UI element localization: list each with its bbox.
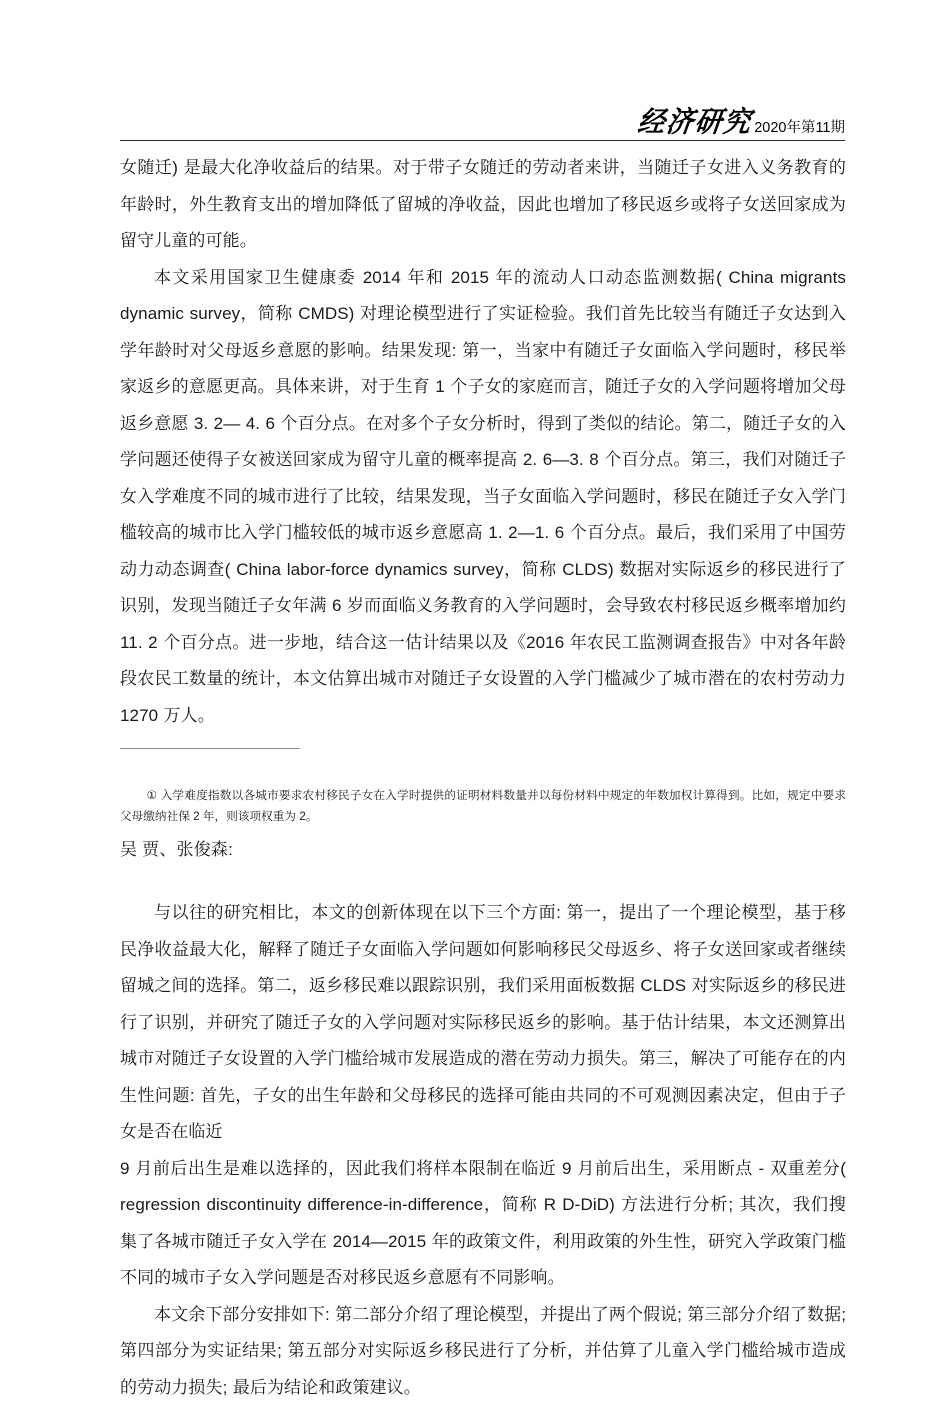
paragraph-structure: 本文余下部分安排如下: 第二部分介绍了理论模型，并提出了两个假说; 第三部分介绍了数据; 第四部分为实证结果; 第五部分对实际返乡移民进行了分析，并估算了儿童入学门槛给城市造成的劳动力损失; 最后为结论和政策建议。 <box>120 1297 846 1406</box>
paragraph-contributions-b: 9 月前后出生是难以选择的，因此我们将样本限制在临近 9 月前后出生，采用断点 - 双重差分( regression discontinuity difference-in-difference，简称 R D-DiD) 方法进行分析; 其次，我们搜集了各城市随迁子女入学在 2014—2015 年的政策文件，利用政策的外生性，研究入学政策门槛不同的城市子女入学问题是否对移民返乡意愿有不同影响。 <box>120 1151 846 1297</box>
paragraph-data-methods: 本文采用国家卫生健康委 2014 年和 2015 年的流动人口动态监测数据( China migrants dynamic survey，简称 CMDS) 对理论模型进行了实证检验。我们首先比较当有随迁子女达到入学年龄时对父母返乡意愿的影响。结果发现: 第一，当家中有随迁子女面临入学问题时，移民举家返乡的意愿更高。具体来讲，对于生育 1 个子女的家庭而言，随迁子女的入学问题将增加父母返乡意愿 3. 2— 4. 6 个百分点。在对多个子女分析时，得到了类似的结论。第二，随迁子女的入学问题还使得子女被送回家成为留守儿童的概率提高 2. 6—3. 8 个百分点。第三，我们对随迁子女入学难度不同的城市进行了比较，结果发现，当子女面临入学问题时，移民在随迁子女入学门槛较高的城市比入学门槛较低的城市返乡意愿高 1. 2—1. 6 个百分点。最后，我们采用了中国劳动力动态调查( China labor-force dynamics survey，简称 CLDS) 数据对实际返乡的移民进行了识别，发现当随迁子女年满 6 岁而面临义务教育的入学问题时，会导致农村移民返乡概率增加约 11. 2 个百分点。进一步地，结合这一估计结果以及《2016 年农民工监测调查报告》中对各年龄段农民工数量的统计，本文估算出城市对随迁子女设置的入学门槛减少了城市潜在的农村劳动力 1270 万人。 <box>120 260 846 735</box>
issue-label: 2020年第11期 <box>754 121 845 139</box>
footnote-text: ① 入学难度指数以各城市要求农村移民子女在入学时提供的证明材料数量并以每份材料中规定的年数加权计算得到。比如，规定中要求父母缴纳社保 2 年，则该项权重为 2。 <box>120 785 846 827</box>
running-head <box>120 96 845 142</box>
author-running-line: 吴 贾、张俊森: <box>120 835 846 865</box>
footnote-spacer <box>120 749 846 785</box>
journal-logo: 经济研究 <box>636 108 754 138</box>
paragraph-contributions-a: 与以往的研究相比，本文的创新体现在以下三个方面: 第一，提出了一个理论模型，基于移民净收益最大化，解释了随迁子女面临入学问题如何影响移民父母返乡、将子女送回家或者继续留城之间的选择。第二，返乡移民难以跟踪识别，我们采用面板数据 CLDS 对实际返乡的移民进行了识别，并研究了随迁子女的入学问题对实际移民返乡的影响。基于估计结果，本文还测算出城市对随迁子女设置的入学门槛给城市发展造成的潜在劳动力损失。第三，解决了可能存在的内生性问题: 首先，子女的出生年龄和父母移民的选择可能由共同的不可观测因素决定，但由于子女是否在临近 <box>120 895 846 1151</box>
running-head-rule <box>120 140 845 141</box>
paragraph-continued: 女随迁) 是最大化净收益后的结果。对于带子女随迁的劳动者来讲，当随迁子女进入义务教育的年龄时，外生教育支出的增加降低了留城的净收益，因此也增加了移民返乡或将子女送回家成为留守儿童的可能。 <box>120 150 846 260</box>
text-column <box>120 150 846 1406</box>
section-spacer <box>120 865 846 895</box>
